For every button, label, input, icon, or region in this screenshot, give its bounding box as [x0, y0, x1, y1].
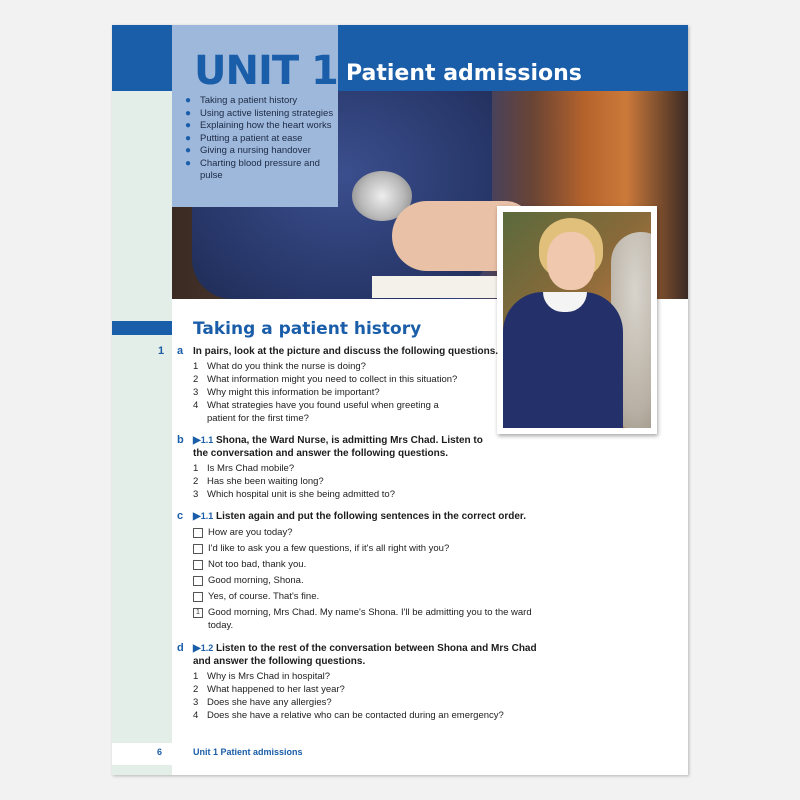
page-number: 6 — [157, 747, 163, 757]
exercise-letter: a — [177, 345, 184, 357]
exercise-1b-questions — [193, 462, 553, 501]
bullet-dot-icon: ● — [185, 107, 192, 119]
question-item: 2 What happened to her last year? — [193, 684, 345, 695]
question-item: 2 Has she been waiting long? — [193, 476, 324, 487]
ordering-sentence: Yes, of course. That's fine. — [193, 590, 538, 603]
question-item: 3 Which hospital unit is she being admitted to? — [193, 489, 395, 500]
exercise-letter: d — [177, 642, 184, 654]
section-heading: Taking a patient history — [193, 319, 422, 339]
exercise-1c-sentences — [193, 526, 538, 635]
exercise-letter: b — [177, 434, 184, 446]
exercise-1a-questions — [193, 360, 493, 425]
exercise-1d-instruction: ▶1.2 Listen to the rest of the conversation between Shona and Mrs Chad and answer the following questions. — [193, 643, 537, 667]
checkbox-icon[interactable] — [193, 544, 203, 554]
exercise-1b-instruction: ▶1.1 Shona, the Ward Nurse, is admitting Mrs Chad. Listen to the conversation and answer the following questions. — [193, 435, 483, 459]
audio-track-button[interactable]: ▶1.1 — [193, 435, 214, 446]
exercise-letter: c — [177, 510, 184, 522]
objective-item: ● Using active listening strategies — [185, 107, 334, 119]
bullet-dot-icon: ● — [185, 145, 192, 156]
checkbox-icon[interactable] — [193, 528, 203, 538]
question-item: 4 What strategies have you found useful when greeting a patient for the first time? — [193, 400, 439, 424]
objective-item: ● Charting blood pressure and pulse — [185, 157, 320, 181]
bullet-dot-icon: ● — [185, 157, 192, 169]
textbook-page — [112, 25, 688, 775]
exercise-1d-questions — [193, 670, 573, 722]
play-triangle-icon: ▶ — [193, 511, 201, 522]
exercise-number: 1 — [158, 345, 165, 357]
play-triangle-icon: ▶ — [193, 643, 201, 654]
audio-track-button[interactable]: ▶1.1 — [193, 511, 214, 522]
objective-item: ● Taking a patient history — [185, 95, 298, 106]
footer-margin-gap — [112, 743, 172, 765]
ordering-sentence: 1 Good morning, Mrs Chad. My name's Shona. I'll be admitting you to the ward today. — [193, 606, 538, 632]
bullet-dot-icon: ● — [185, 132, 192, 144]
question-item: 3 Why might this information be important? — [193, 387, 380, 398]
question-item: 1 Is Mrs Chad mobile? — [193, 463, 295, 474]
bullet-dot-icon: ● — [185, 120, 192, 131]
question-item: 4 Does she have a relative who can be contacted during an emergency? — [193, 710, 504, 721]
running-footer-title: Unit 1 Patient admissions — [193, 747, 303, 757]
exercise-1c-instruction: ▶1.1 Listen again and put the following sentences in the correct order. — [193, 511, 527, 522]
ordering-sentence: Not too bad, thank you. — [193, 558, 538, 571]
unit-label: UNIT 1 — [194, 48, 338, 94]
exercise-content — [112, 25, 688, 775]
objective-item: ● Putting a patient at ease — [185, 132, 303, 144]
question-item: 2 What information might you need to collect in this situation? — [193, 374, 458, 385]
bullet-dot-icon: ● — [185, 95, 192, 106]
objective-item: ● Explaining how the heart works — [185, 120, 332, 131]
audio-track-button[interactable]: ▶1.2 — [193, 643, 214, 654]
checkbox-icon[interactable]: 1 — [193, 608, 203, 618]
question-item: 1 Why is Mrs Chad in hospital? — [193, 671, 331, 682]
ordering-sentence: Good morning, Shona. — [193, 574, 538, 587]
unit-title: Patient admissions — [346, 61, 582, 86]
question-item: 3 Does she have any allergies? — [193, 697, 332, 708]
exercise-1a-instruction: In pairs, look at the picture and discuss the following questions. — [193, 346, 499, 357]
ordering-sentence: I'd like to ask you a few questions, if it's all right with you? — [193, 542, 538, 555]
play-triangle-icon: ▶ — [193, 435, 201, 446]
checkbox-icon[interactable] — [193, 576, 203, 586]
ordering-sentence: How are you today? — [193, 526, 538, 539]
objective-item: ● Giving a nursing handover — [185, 145, 311, 156]
question-item: 1 What do you think the nurse is doing? — [193, 361, 366, 372]
checkbox-icon[interactable] — [193, 560, 203, 570]
checkbox-icon[interactable] — [193, 592, 203, 602]
